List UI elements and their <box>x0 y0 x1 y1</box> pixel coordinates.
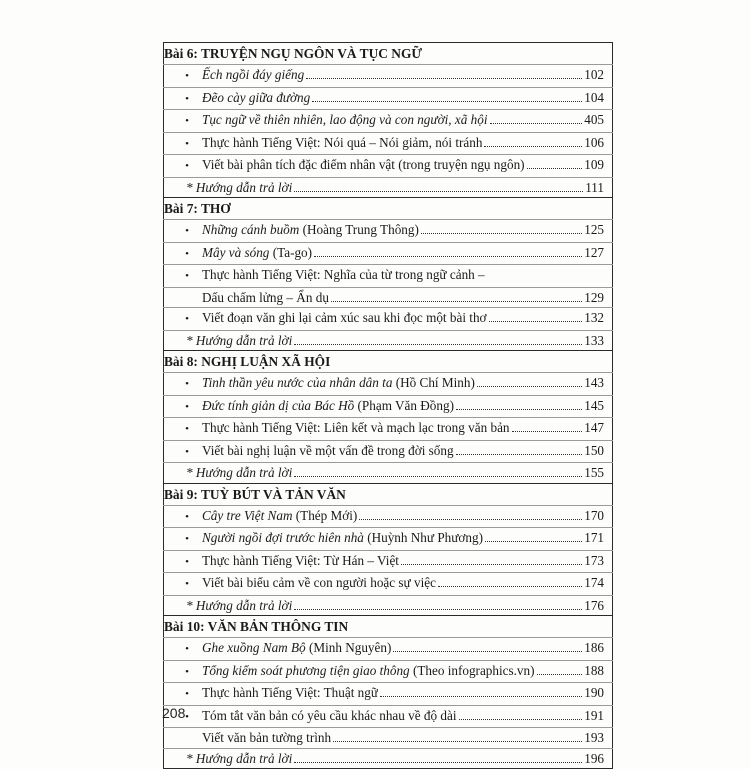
entry-title-plain: Thực hành Tiếng Việt: Nghĩa của từ trong ngữ cảnh – <box>202 267 485 282</box>
toc-entry-line <box>172 638 604 660</box>
entry-title-plain: (Minh Nguyên) <box>305 640 392 655</box>
entry-title-plain: (Hoàng Trung Thông) <box>299 222 419 237</box>
entry-page: 132 <box>584 310 604 325</box>
entry-page: 104 <box>584 89 604 105</box>
section-header <box>164 43 613 65</box>
entry-title-plain: Thực hành Tiếng Việt: Từ Hán – Việt <box>202 552 399 568</box>
dot-leader <box>380 696 582 697</box>
entry-title-plain: Viết bài nghị luận về một vấn đề trong đời sống <box>202 442 454 458</box>
entry-title-plain: Tóm tắt văn bản có yêu cầu khác nhau về độ dài <box>202 707 457 723</box>
toc-entry-cell <box>164 418 613 441</box>
toc-entry-cell <box>164 265 613 288</box>
toc-entry <box>164 463 613 484</box>
toc-entry-line <box>172 706 604 728</box>
entry-title-plain: (Ta-go) <box>269 244 313 260</box>
page-number: 208 <box>162 705 186 721</box>
toc-entry-line <box>172 373 604 395</box>
entry-title <box>202 65 304 85</box>
entry-title <box>172 749 292 769</box>
toc-entry <box>164 683 613 706</box>
entry-title-plain: Viết bài phân tích đặc điểm nhân vật (trong truyện ngụ ngôn) <box>202 157 525 172</box>
dot-leader <box>421 233 582 234</box>
toc-entry <box>164 748 613 769</box>
entry-title <box>202 155 525 175</box>
bullet-icon: • <box>185 400 189 413</box>
bullet-icon: • <box>185 510 189 523</box>
entry-page: 127 <box>584 244 604 260</box>
dot-leader <box>359 519 582 520</box>
bullet-icon: • <box>185 423 189 435</box>
toc-entry <box>164 440 613 463</box>
toc-entry-cell <box>164 595 613 616</box>
dot-leader <box>294 476 582 477</box>
dot-leader <box>527 168 583 169</box>
toc-entry <box>164 110 613 133</box>
dot-leader <box>485 541 582 542</box>
entry-title-italic: * Hướng dẫn trả lời <box>186 465 293 480</box>
toc-entry-cell <box>164 573 613 596</box>
bullet-icon: • <box>185 270 189 282</box>
bullet-icon: • <box>185 247 189 260</box>
toc-entry <box>164 220 613 243</box>
dot-leader <box>306 78 582 79</box>
entry-title <box>172 331 292 351</box>
entry-title-plain: Thực hành Tiếng Việt: Liên kết và mạch lạc trong văn bản <box>202 420 510 435</box>
entry-title <box>202 638 391 658</box>
toc-entry <box>164 550 613 573</box>
entry-title-italic: * Hướng dẫn trả lời <box>186 179 293 195</box>
entry-title-italic: Tục ngữ về thiên nhiên, lao động và con người, xã hội <box>202 112 488 127</box>
toc-entry <box>164 660 613 683</box>
toc-entry-line <box>172 728 604 748</box>
entry-page: 147 <box>584 420 604 435</box>
section-title: Bài 9: TUỲ BÚT VÀ TẢN VĂN <box>164 486 346 502</box>
toc-entry-cell <box>164 728 613 749</box>
entry-page: 129 <box>584 289 604 305</box>
entry-page: 186 <box>584 640 604 655</box>
entry-title-italic: Đức tính giản dị của Bác Hồ <box>202 397 355 413</box>
section-title: Bài 7: THƠ <box>164 201 231 216</box>
toc-entry-line <box>172 288 604 308</box>
bullet-icon: • <box>185 710 189 723</box>
bullet-icon: • <box>185 378 189 390</box>
bullet-icon: • <box>185 578 189 590</box>
entry-page: 176 <box>584 597 604 613</box>
entry-page: 145 <box>584 397 604 413</box>
dot-leader <box>314 256 582 257</box>
entry-title-plain: (Hồ Chí Minh) <box>392 375 475 390</box>
toc-entry-line <box>172 573 604 595</box>
entry-title <box>202 683 378 703</box>
entry-title-plain: Viết văn bản tường trình <box>202 730 332 745</box>
entry-title-italic: Người ngồi đợi trước hiên nhà <box>202 530 364 545</box>
dot-leader <box>456 454 583 455</box>
entry-title-plain: (Theo infographics.vn) <box>409 662 535 678</box>
toc-entry <box>164 395 613 418</box>
entry-title-plain: Viết đoạn văn ghi lại cảm xúc sau khi đọc một bài thơ <box>202 310 487 325</box>
entry-page: 143 <box>584 375 604 390</box>
entry-title <box>172 178 292 198</box>
table-of-contents <box>163 42 613 769</box>
dot-leader <box>294 762 582 763</box>
toc-entry <box>164 528 613 551</box>
toc-entry-line <box>172 396 604 418</box>
entry-page: 191 <box>584 707 604 723</box>
toc-entry-cell <box>164 395 613 418</box>
section-header <box>164 483 613 505</box>
dot-leader <box>333 741 582 742</box>
section-header <box>164 616 613 638</box>
toc-entry-line <box>172 528 604 550</box>
toc-entry-line <box>172 243 604 265</box>
bullet-icon: • <box>185 533 189 545</box>
entry-title <box>172 463 292 483</box>
entry-title-plain: (Phạm Văn Đồng) <box>354 397 454 413</box>
toc-entry-cell <box>164 65 613 88</box>
toc-entry <box>164 705 613 728</box>
bullet-icon: • <box>185 688 189 700</box>
toc-entry-cell <box>164 440 613 463</box>
dot-leader <box>459 719 583 720</box>
toc-entry <box>164 287 613 308</box>
entry-page: 173 <box>584 552 604 568</box>
entry-page: 190 <box>584 685 604 700</box>
toc-entry-cell <box>164 110 613 133</box>
entry-title <box>202 308 487 328</box>
toc-entry-line <box>172 506 604 528</box>
toc-entry <box>164 505 613 528</box>
entry-page: 102 <box>584 67 604 82</box>
entry-title-italic: * Hướng dẫn trả lời <box>186 750 293 766</box>
entry-page: 111 <box>585 179 604 195</box>
toc-entry-line <box>172 418 604 440</box>
toc-entry-cell <box>164 242 613 265</box>
entry-page: 174 <box>584 575 604 590</box>
toc-entry <box>164 242 613 265</box>
entry-title <box>202 506 357 526</box>
section-title: Bài 6: TRUYỆN NGỤ NGÔN VÀ TỤC NGỮ <box>164 46 423 61</box>
entry-title-italic: Những cánh buồm <box>202 222 300 237</box>
toc-entry <box>164 330 613 351</box>
entry-title-italic: Tổng kiểm soát phương tiện giao thông <box>202 662 410 678</box>
toc-entry-line <box>172 65 604 87</box>
bullet-icon: • <box>185 313 189 325</box>
dot-leader <box>331 301 582 302</box>
toc-entry-line <box>172 596 604 616</box>
dot-leader <box>312 101 582 102</box>
toc-entry-cell <box>164 683 613 706</box>
toc-entry-line <box>172 155 604 177</box>
bullet-icon: • <box>185 70 189 82</box>
dot-leader <box>294 609 582 610</box>
bullet-icon: • <box>185 445 189 458</box>
entry-page: 196 <box>584 750 604 766</box>
entry-page: 171 <box>584 530 604 545</box>
toc-entry <box>164 373 613 396</box>
entry-title <box>202 110 488 130</box>
entry-title-italic: Tinh thần yêu nước của nhân dân ta <box>202 375 393 390</box>
entry-title <box>202 661 535 681</box>
section-header <box>164 198 613 220</box>
toc-entry-cell <box>164 308 613 331</box>
toc-entry-line <box>172 441 604 463</box>
dot-leader <box>401 564 582 565</box>
toc-entry-line <box>172 331 604 351</box>
entry-title <box>202 133 482 153</box>
dot-leader <box>456 409 582 410</box>
toc-entry-line <box>172 463 604 483</box>
dot-leader <box>512 431 583 432</box>
entry-title <box>202 418 510 438</box>
toc-entry-cell <box>164 330 613 351</box>
entry-title <box>172 728 331 748</box>
entry-page: 125 <box>584 222 604 237</box>
dot-leader <box>294 344 582 345</box>
entry-title <box>202 396 454 416</box>
entry-title-plain: Viết bài biểu cảm về con người hoặc sự việc <box>202 575 436 590</box>
toc-entry-line <box>172 178 604 198</box>
toc-entry-cell <box>164 177 613 198</box>
toc-entry-line <box>172 749 604 769</box>
toc-entry-cell <box>164 87 613 110</box>
toc-entry-cell <box>164 287 613 308</box>
entry-page: 193 <box>584 730 604 745</box>
entry-title <box>202 220 419 240</box>
toc-entry-line <box>172 110 604 132</box>
toc-entry-line <box>172 683 604 705</box>
toc-entry-cell <box>164 132 613 155</box>
bullet-icon: • <box>185 665 189 678</box>
bullet-icon: • <box>185 92 189 105</box>
entry-title-italic: Cây tre Việt Nam <box>202 507 293 523</box>
dot-leader <box>438 586 582 587</box>
dot-leader <box>294 191 583 192</box>
dot-leader <box>537 674 583 675</box>
entry-title-italic: * Hướng dẫn trả lời <box>186 332 293 348</box>
dot-leader <box>484 146 582 147</box>
entry-page: 405 <box>584 112 604 127</box>
toc-entry <box>164 418 613 441</box>
section-title: Bài 10: VĂN BẢN THÔNG TIN <box>164 619 349 634</box>
entry-title-plain: Thực hành Tiếng Việt: Thuật ngữ <box>202 685 379 700</box>
toc-entry <box>164 265 613 288</box>
toc-entry-cell <box>164 705 613 728</box>
toc-entry <box>164 638 613 661</box>
toc-entry <box>164 155 613 178</box>
toc-entry-cell <box>164 155 613 178</box>
entry-title <box>202 373 475 393</box>
entry-page: 133 <box>584 332 604 348</box>
entry-page: 155 <box>584 465 604 480</box>
dot-leader <box>477 386 582 387</box>
bullet-icon: • <box>185 160 189 172</box>
entry-title <box>202 573 436 593</box>
toc-entry-cell <box>164 748 613 769</box>
bullet-icon: • <box>185 137 189 150</box>
dot-leader <box>490 123 583 124</box>
toc-entry <box>164 132 613 155</box>
toc-entry-cell <box>164 660 613 683</box>
entry-title-plain: (Huỳnh Như Phương) <box>363 530 483 545</box>
entry-title-italic: Ếch ngồi đáy giếng <box>202 67 305 82</box>
bullet-icon: • <box>185 555 189 568</box>
toc-entry-line <box>172 661 604 683</box>
dot-leader <box>489 321 583 322</box>
entry-page: 188 <box>584 662 604 678</box>
entry-title <box>202 706 457 726</box>
toc-entry-cell <box>164 220 613 243</box>
entry-title <box>172 596 292 616</box>
entry-title <box>202 441 454 461</box>
entry-title <box>202 88 310 108</box>
toc-entry-cell <box>164 638 613 661</box>
toc-entry-cell <box>164 550 613 573</box>
entry-title-plain: (Thép Mới) <box>292 507 358 523</box>
toc-entry <box>164 65 613 88</box>
toc-entry <box>164 573 613 596</box>
toc-entry-cell <box>164 463 613 484</box>
toc-entry <box>164 87 613 110</box>
entry-title-plain: Dấu chấm lửng – Ẩn dụ <box>202 289 329 305</box>
entry-title-italic: Mây và sóng <box>202 244 270 260</box>
entry-title <box>172 288 329 308</box>
toc-entry-line <box>172 265 604 287</box>
section-title: Bài 8: NGHỊ LUẬN XÃ HỘI <box>164 354 331 369</box>
entry-title <box>202 265 485 285</box>
toc-entry <box>164 177 613 198</box>
toc-entry-line <box>172 133 604 155</box>
toc-entry-cell <box>164 528 613 551</box>
toc-entry-line <box>172 88 604 110</box>
toc-entry-line <box>172 551 604 573</box>
entry-title-plain: Thực hành Tiếng Việt: Nói quá – Nói giảm, nói tránh <box>202 134 483 150</box>
toc-entry-cell <box>164 505 613 528</box>
entry-title <box>202 528 483 548</box>
entry-page: 150 <box>584 442 604 458</box>
toc-entry <box>164 595 613 616</box>
toc-entry-line <box>172 308 604 330</box>
entry-title <box>202 551 399 571</box>
bullet-icon: • <box>185 115 189 127</box>
entry-page: 170 <box>584 507 604 523</box>
entry-title-italic: Ghe xuồng Nam Bộ <box>202 640 306 655</box>
toc-entry <box>164 728 613 749</box>
entry-title-italic: * Hướng dẫn trả lời <box>186 597 293 613</box>
toc-entry-line <box>172 220 604 242</box>
dot-leader <box>393 651 582 652</box>
toc-entry <box>164 308 613 331</box>
toc-entry-cell <box>164 373 613 396</box>
entry-page: 109 <box>584 157 604 172</box>
entry-title <box>202 243 312 263</box>
bullet-icon: • <box>185 643 189 655</box>
entry-title-italic: Đẽo cày giữa đường <box>202 89 311 105</box>
entry-page: 106 <box>584 134 604 150</box>
section-header <box>164 351 613 373</box>
bullet-icon: • <box>185 225 189 237</box>
